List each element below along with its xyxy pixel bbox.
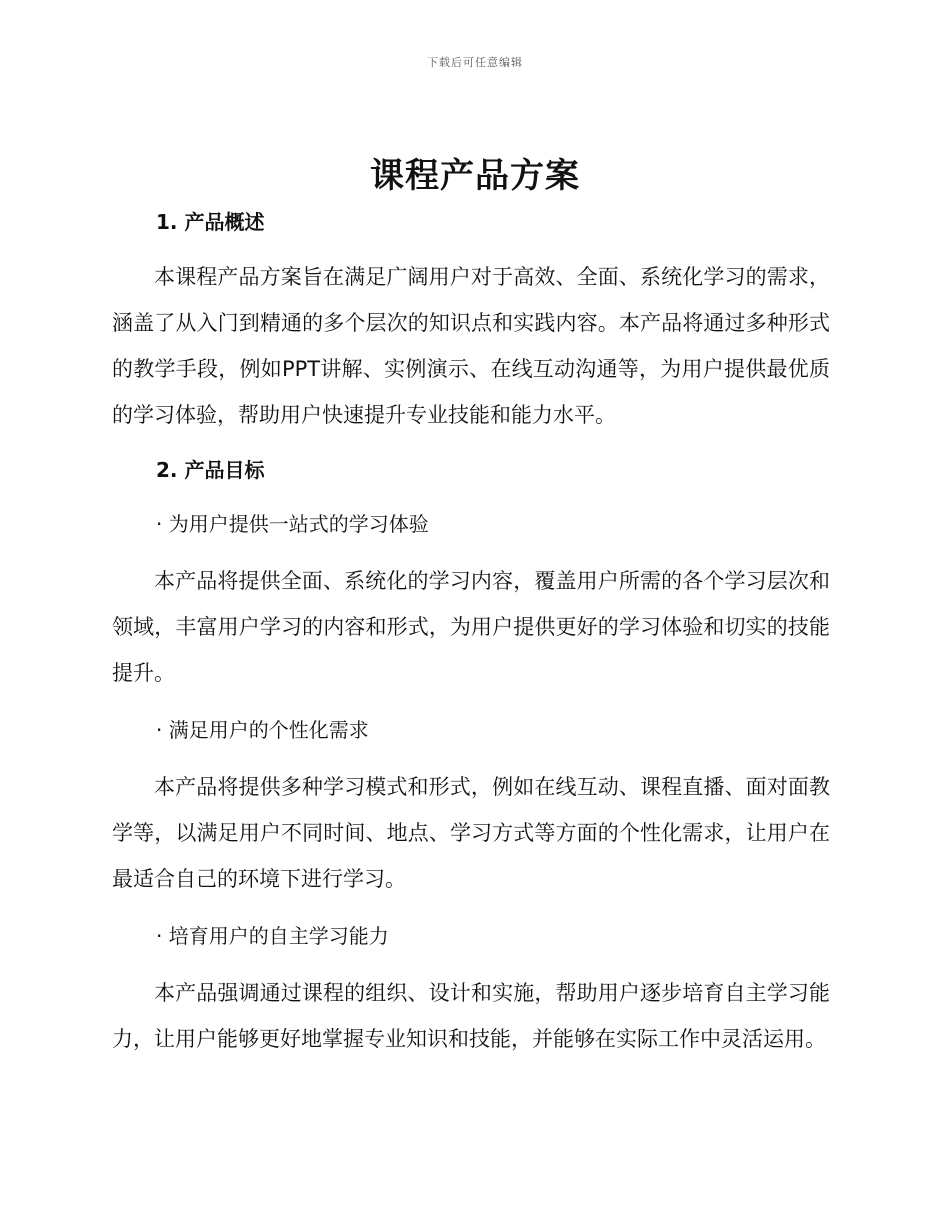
document-body — [112, 200, 830, 1062]
document-title: 课程产品方案 — [370, 156, 580, 196]
header-note: 下载后可任意编辑 — [427, 56, 523, 69]
goal-paragraph-personalized: 本产品将提供多种学习模式和形式，例如在线互动、课程直播、面对面教学等，以满足用户不同时间、地点、学习方式等方面的个性化需求，让用户在最适合自己的环境下进行学习。 — [112, 775, 830, 891]
goal-paragraph-one-stop: 本产品将提供全面、系统化的学习内容，覆盖用户所需的各个学习层次和领域，丰富用户学习的内容和形式，为用户提供更好的学习体验和切实的技能提升。 — [112, 569, 830, 685]
goal-bullet-one-stop: · 为用户提供一站式的学习体验 — [156, 512, 429, 536]
goal-bullet-personalized: · 满足用户的个性化需求 — [156, 718, 369, 742]
goal-paragraph-self-learning: 本产品强调通过课程的组织、设计和实施，帮助用户逐步培育自主学习能力，让用户能够更好地掌握专业知识和技能，并能够在实际工作中灵活运用。 — [112, 981, 830, 1051]
goal-bullet-self-learning: · 培育用户的自主学习能力 — [156, 924, 389, 948]
section-heading-goals: 2. 产品目标 — [156, 458, 265, 482]
section-heading-overview: 1. 产品概述 — [156, 210, 265, 234]
overview-paragraph: 本课程产品方案旨在满足广阔用户对于高效、全面、系统化学习的需求，涵盖了从入门到精通的多个层次的知识点和实践内容。本产品将通过多种形式的教学手段，例如PPT讲解、实例演示、在线互动沟通等，为用户提供最优质的学习体验，帮助用户快速提升专业技能和能力水平。 — [112, 265, 830, 427]
